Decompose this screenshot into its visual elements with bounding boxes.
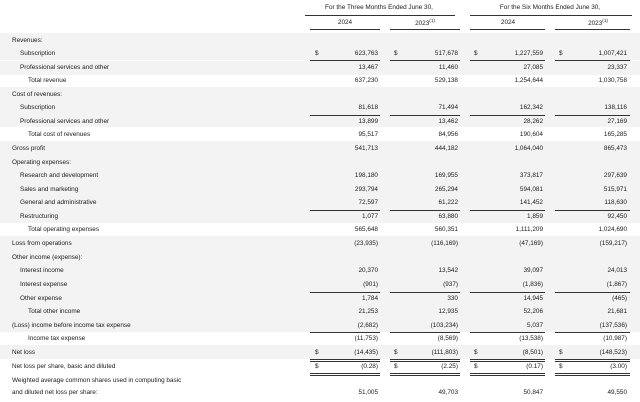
cell-value: 27,169 xyxy=(607,118,627,125)
cell-value: 1,024,690 xyxy=(598,226,627,233)
cell-value: 138,116 xyxy=(604,104,627,111)
cell-value: 265,294 xyxy=(434,186,458,193)
cell-value: 39,097 xyxy=(523,267,543,274)
cell-value: 14,945 xyxy=(523,295,543,302)
table-row xyxy=(0,305,640,318)
cell-value: 92,450 xyxy=(607,213,627,220)
cell-value: (11,753) xyxy=(354,335,378,342)
cell-value: 515,971 xyxy=(603,186,627,193)
dollar-sign: $ xyxy=(315,50,319,57)
dollar-sign: $ xyxy=(474,363,478,370)
row-label: Total operating expenses xyxy=(28,226,100,233)
dollar-sign: $ xyxy=(559,50,563,57)
table-row xyxy=(0,251,640,264)
table-row xyxy=(0,169,640,182)
table-row xyxy=(0,47,640,60)
cell-value: (465) xyxy=(612,295,627,302)
row-label: Professional services and other xyxy=(20,118,110,125)
cell-value: 594,081 xyxy=(519,186,543,193)
row-label: and diluted net loss per share: xyxy=(12,389,98,396)
dollar-sign: $ xyxy=(394,349,398,356)
cell-value: 28,262 xyxy=(523,118,543,125)
cell-value: 63,880 xyxy=(438,213,458,220)
cell-value: (116,169) xyxy=(431,240,458,247)
dollar-sign: $ xyxy=(474,50,478,57)
row-label: Sales and marketing xyxy=(20,186,79,193)
table-row xyxy=(0,196,640,209)
dollar-sign: $ xyxy=(315,349,319,356)
row-label: (Loss) income before income tax expense xyxy=(12,322,131,329)
cell-value: 13,462 xyxy=(438,118,458,125)
cell-value: (159,217) xyxy=(599,240,627,247)
row-label: Other income (expense): xyxy=(12,254,83,261)
row-label: Interest expense xyxy=(20,281,68,288)
table-row xyxy=(0,115,640,128)
cell-value: 565,648 xyxy=(354,226,378,233)
row-label: Research and development xyxy=(20,172,99,179)
year-2024-six: 2024 xyxy=(500,19,516,26)
cell-value: 52,206 xyxy=(523,308,543,315)
cell-value: 517,678 xyxy=(434,50,458,57)
cell-value: 12,935 xyxy=(438,308,458,315)
cell-value: 95,517 xyxy=(358,131,378,138)
cell-value: 444,182 xyxy=(434,145,458,152)
cell-value: 118,630 xyxy=(604,199,627,206)
cell-value: 1,064,040 xyxy=(514,145,543,152)
cell-value: 330 xyxy=(447,295,458,302)
cell-value: (137,536) xyxy=(599,322,627,329)
row-label: Professional services and other xyxy=(20,64,110,71)
cell-value: (2.25) xyxy=(441,363,458,370)
cell-value: 13,542 xyxy=(438,267,458,274)
cell-value: 1,859 xyxy=(527,213,543,220)
cell-value: (2,682) xyxy=(357,322,378,329)
cell-value: 71,494 xyxy=(438,104,458,111)
cell-value: (3.00) xyxy=(610,363,627,370)
row-label: Total other income xyxy=(28,308,81,315)
table-row xyxy=(0,183,640,196)
cell-value: 623,763 xyxy=(354,50,378,57)
cell-value: 49,703 xyxy=(438,389,458,396)
cell-value: (103,234) xyxy=(430,322,458,329)
cell-value: 49,550 xyxy=(607,389,627,396)
cell-value: 1,007,421 xyxy=(598,50,627,57)
six-months-heading: For the Six Months Ended June 30, xyxy=(499,4,601,11)
cell-value: 13,899 xyxy=(358,118,378,125)
cell-value: 72,597 xyxy=(358,199,378,206)
row-label: Weighted average common shares used in computing basic xyxy=(12,377,182,384)
table-row xyxy=(0,142,640,155)
table-row xyxy=(0,332,640,345)
cell-value: 81,618 xyxy=(358,104,378,111)
cell-value: (23,935) xyxy=(354,240,378,247)
cell-value: 637,230 xyxy=(354,77,378,84)
cell-value: 190,604 xyxy=(519,131,543,138)
dollar-sign: $ xyxy=(394,50,398,57)
table-row xyxy=(0,156,640,169)
dollar-sign: $ xyxy=(394,363,398,370)
year-2024-three: 2024 xyxy=(337,19,353,26)
dollar-sign: $ xyxy=(559,363,563,370)
table-row xyxy=(0,386,640,399)
year-2023-three: 2023$^{(1)}$ xyxy=(415,18,435,27)
three-months-heading: For the Three Months Ended June 30, xyxy=(325,4,433,11)
row-label: Net loss per share, basic and diluted xyxy=(12,363,116,370)
table-row xyxy=(0,278,640,291)
cell-value: 865,473 xyxy=(603,145,627,152)
row-label: Net loss xyxy=(12,349,36,356)
row-label: Income tax expense xyxy=(28,335,86,342)
cell-value: 1,030,758 xyxy=(598,77,627,84)
cell-value: 84,956 xyxy=(438,131,458,138)
table-row xyxy=(0,61,640,74)
cell-value: (901) xyxy=(363,281,378,288)
cell-value: 165,285 xyxy=(603,131,627,138)
table-row xyxy=(0,346,640,359)
cell-value: (0.28) xyxy=(361,363,378,370)
row-label: Interest income xyxy=(20,267,64,274)
cell-value: 169,955 xyxy=(434,172,458,179)
cell-value: 50,847 xyxy=(523,389,543,396)
dollar-sign: $ xyxy=(474,349,478,356)
cell-value: 1,784 xyxy=(362,295,378,302)
cell-value: (1,836) xyxy=(522,281,543,288)
cell-value: (8,501) xyxy=(522,349,543,356)
row-label: Gross profit xyxy=(12,145,46,152)
row-label: Cost of revenues: xyxy=(12,91,63,98)
table-row xyxy=(0,101,640,114)
dollar-sign: $ xyxy=(315,363,319,370)
row-label: Operating expenses: xyxy=(12,159,71,166)
cell-value: 27,085 xyxy=(523,64,543,71)
cell-value: (0.17) xyxy=(526,363,543,370)
row-label: Other expense xyxy=(20,295,62,302)
row-label: Total cost of revenues xyxy=(28,131,91,138)
table-row xyxy=(0,223,640,236)
row-label: Restructuring xyxy=(20,213,59,220)
table-row xyxy=(0,34,640,47)
cell-value: 293,794 xyxy=(354,186,378,193)
row-label: Subscription xyxy=(20,104,56,111)
cell-value: 24,013 xyxy=(607,267,627,274)
cell-value: 21,681 xyxy=(607,308,627,315)
dollar-sign: $ xyxy=(559,349,563,356)
cell-value: (47,169) xyxy=(519,240,543,247)
table-row xyxy=(0,292,640,305)
cell-value: 13,467 xyxy=(358,64,378,71)
cell-value: 61,222 xyxy=(438,199,458,206)
table-row xyxy=(0,264,640,277)
cell-value: (1,867) xyxy=(606,281,627,288)
cell-value: 198,180 xyxy=(354,172,378,179)
row-label: Subscription xyxy=(20,50,56,57)
cell-value: 11,460 xyxy=(438,64,458,71)
cell-value: (111,803) xyxy=(431,349,458,356)
row-label: Loss from operations xyxy=(12,240,72,247)
table-row xyxy=(0,237,640,250)
cell-value: (13,538) xyxy=(519,335,543,342)
cell-value: 1,227,559 xyxy=(514,50,543,57)
cell-value: 51,005 xyxy=(358,389,378,396)
cell-value: 23,337 xyxy=(607,64,627,71)
cell-value: (14,435) xyxy=(354,349,378,356)
cell-value: 20,370 xyxy=(358,267,378,274)
cell-value: (8,569) xyxy=(437,335,458,342)
cell-value: (937) xyxy=(443,281,458,288)
table-row xyxy=(0,210,640,223)
cell-value: 1,111,209 xyxy=(515,226,543,233)
cell-value: 297,639 xyxy=(603,172,627,179)
year-2023-six: 2023$^{(1)}$ xyxy=(588,18,608,27)
cell-value: 1,077 xyxy=(362,213,378,220)
cell-value: 560,351 xyxy=(434,226,458,233)
cell-value: 162,342 xyxy=(519,104,543,111)
cell-value: 1,254,644 xyxy=(514,77,543,84)
cell-value: 5,037 xyxy=(527,322,543,329)
row-label: General and administrative xyxy=(20,199,97,206)
table-row xyxy=(0,128,640,141)
cell-value: 529,138 xyxy=(434,77,458,84)
cell-value: 541,713 xyxy=(354,145,378,152)
table-row xyxy=(0,88,640,101)
cell-value: 21,253 xyxy=(358,308,378,315)
row-label: Revenues: xyxy=(12,37,43,44)
cell-value: 373,817 xyxy=(519,172,543,179)
cell-value: (148,523) xyxy=(599,349,627,356)
table-row xyxy=(0,74,640,87)
cell-value: 141,452 xyxy=(519,199,543,206)
cell-value: (10,987) xyxy=(603,335,627,342)
table-row xyxy=(0,319,640,332)
row-label: Total revenue xyxy=(28,77,67,84)
